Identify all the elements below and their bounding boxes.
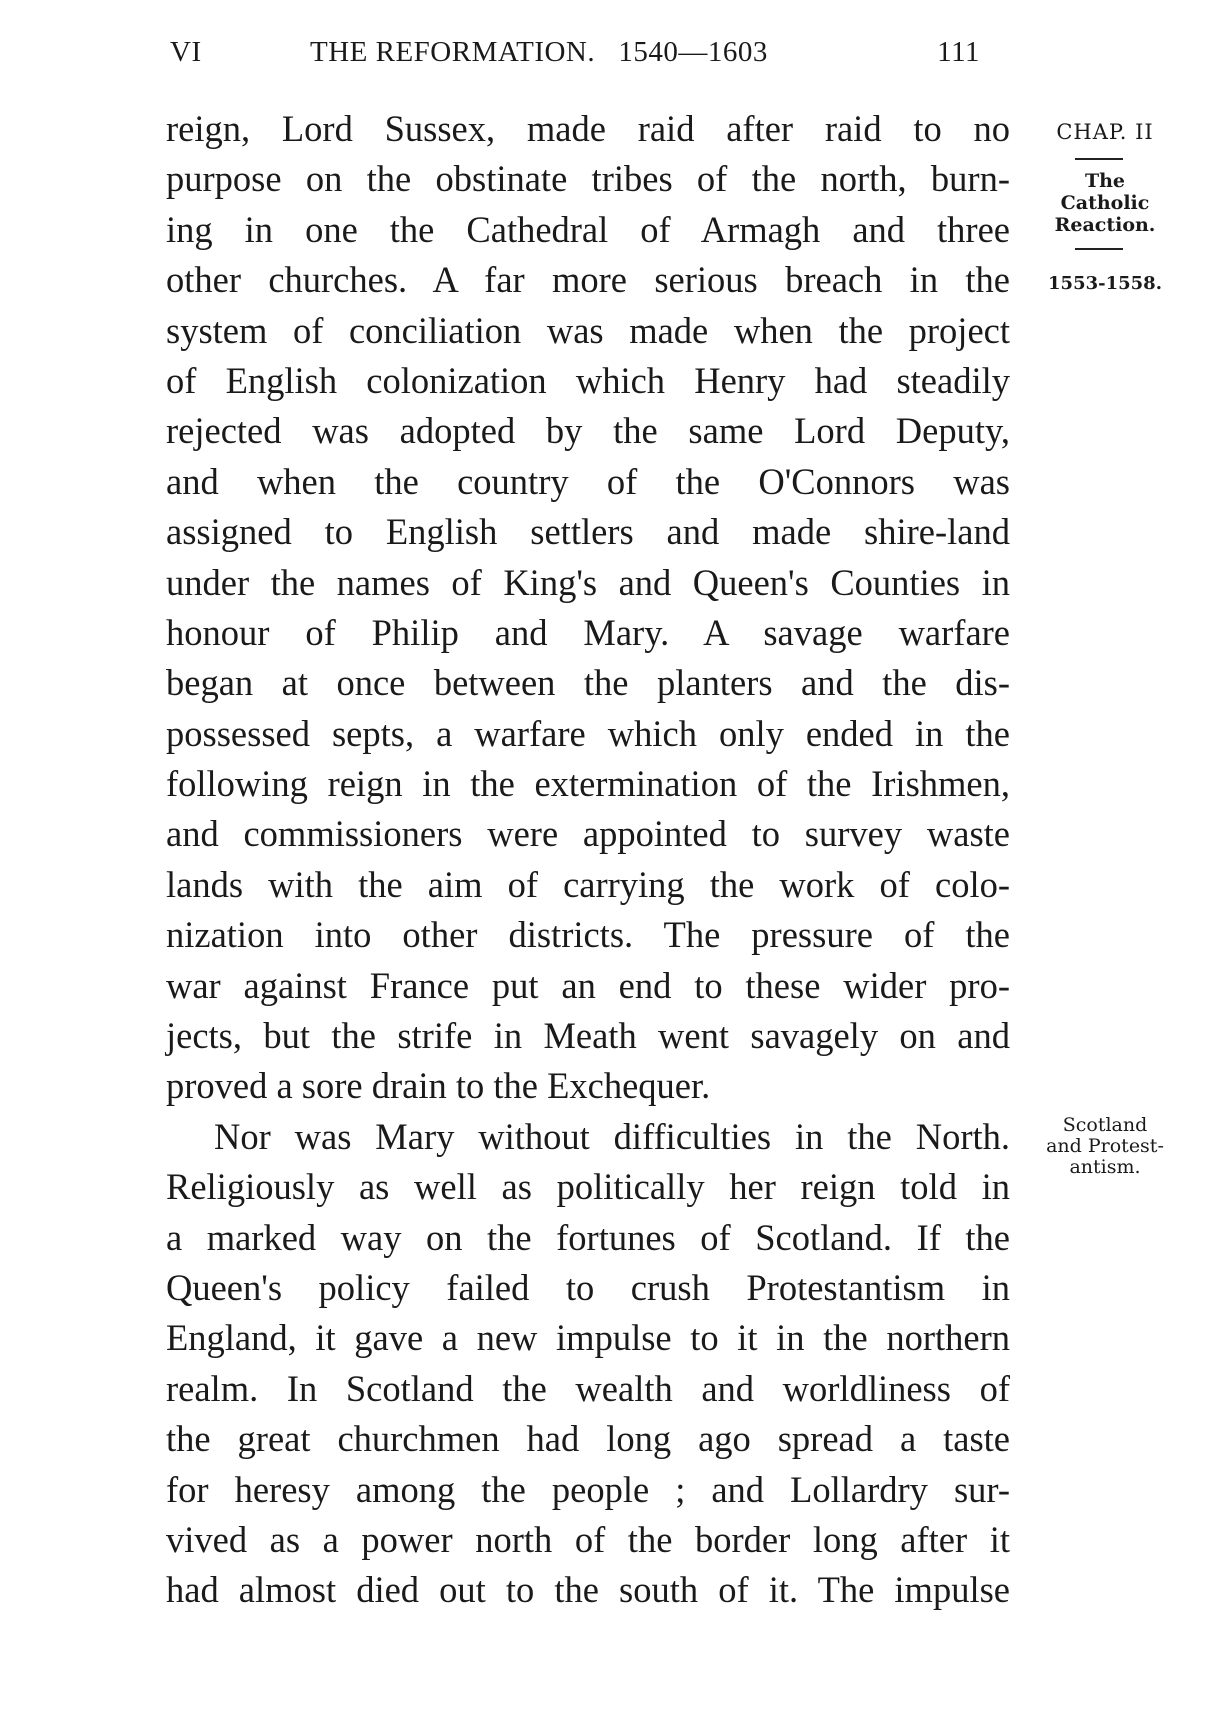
header-chapter-number: VI — [170, 36, 202, 68]
body-line: a marked way on the fortunes of Scotland. If the — [166, 1216, 1010, 1258]
body-line: reign, Lord Sussex, made raid after raid to no — [166, 108, 1010, 149]
body-line: vived as a power north of the border long after it — [166, 1518, 1010, 1560]
body-line: England, it gave a new impulse to it in the northern — [166, 1317, 1010, 1359]
body-line: other churches. A far more serious breach in the — [166, 259, 1010, 301]
body-line: of English colonization which Henry had steadily — [166, 359, 1010, 401]
sidenote-scotland-line: antism. — [1069, 1156, 1141, 1178]
body-line: possessed septs, a warfare which only ended in the — [166, 712, 1010, 754]
header-page-number: 111 — [937, 36, 980, 68]
body-line: began at once between the planters and the dis- — [166, 662, 1010, 704]
body-line: ing in one the Cathedral of Armagh and three — [166, 208, 1010, 250]
sidenote-rule — [1075, 248, 1123, 250]
body-line: lands with the aim of carrying the work of colo- — [166, 863, 1010, 905]
body-line: war against France put an end to these wider pro- — [166, 964, 1010, 1006]
body-line: had almost died out to the south of it. The impulse — [166, 1569, 1010, 1611]
body-line: under the names of King's and Queen's Counties in — [166, 561, 1010, 603]
body-line: the great churchmen had long ago spread a taste — [166, 1418, 1010, 1460]
body-line: system of conciliation was made when the project — [166, 309, 1010, 351]
body-line: honour of Philip and Mary. A savage warfare — [166, 611, 1010, 653]
running-header — [170, 36, 1040, 76]
body-text — [166, 104, 1010, 1616]
body-line: purpose on the obstinate tribes of the north, burn- — [166, 158, 1010, 200]
sidenote-topic — [1030, 170, 1180, 236]
body-line: and when the country of the O'Connors was — [166, 460, 1010, 502]
sidenote-topic-line: The — [1084, 170, 1126, 192]
body-line: Queen's policy failed to crush Protestantism in — [166, 1266, 1010, 1308]
body-line: jects, but the strife in Meath went savagely on and — [166, 1015, 1010, 1057]
body-line: nization into other districts. The pressure of the — [166, 914, 1010, 956]
sidenote-dates: 1553-1558. — [1048, 273, 1162, 294]
sidenote-topic-line: Catholic — [1060, 192, 1150, 214]
body-line: and commissioners were appointed to survey waste — [166, 813, 1010, 855]
body-line-paragraph-start: Nor was Mary without difficulties in the North. — [214, 1115, 1010, 1157]
body-line-paragraph-end: proved a sore drain to the Exchequer. — [166, 1065, 711, 1107]
body-line: assigned to English settlers and made shire-land — [166, 511, 1010, 553]
header-title: THE REFORMATION. 1540—1603 — [310, 36, 768, 68]
sidenote-scotland-line: and Protest- — [1046, 1135, 1164, 1157]
body-line: rejected was adopted by the same Lord Deputy, — [166, 410, 1010, 452]
sidenote-topic-line: Reaction. — [1054, 214, 1156, 236]
sidenote-rule — [1075, 158, 1123, 160]
body-line: for heresy among the people ; and Lollardry sur- — [166, 1468, 1010, 1510]
body-line: Religiously as well as politically her reign told in — [166, 1166, 1010, 1208]
sidenote-chapter: CHAP. II — [1056, 120, 1154, 144]
body-line: following reign in the extermination of the Irishmen, — [166, 763, 1010, 805]
body-line: realm. In Scotland the wealth and worldliness of — [166, 1367, 1010, 1409]
sidenote-scotland-line: Scotland — [1062, 1114, 1148, 1136]
sidenote-scotland — [1030, 1115, 1180, 1178]
